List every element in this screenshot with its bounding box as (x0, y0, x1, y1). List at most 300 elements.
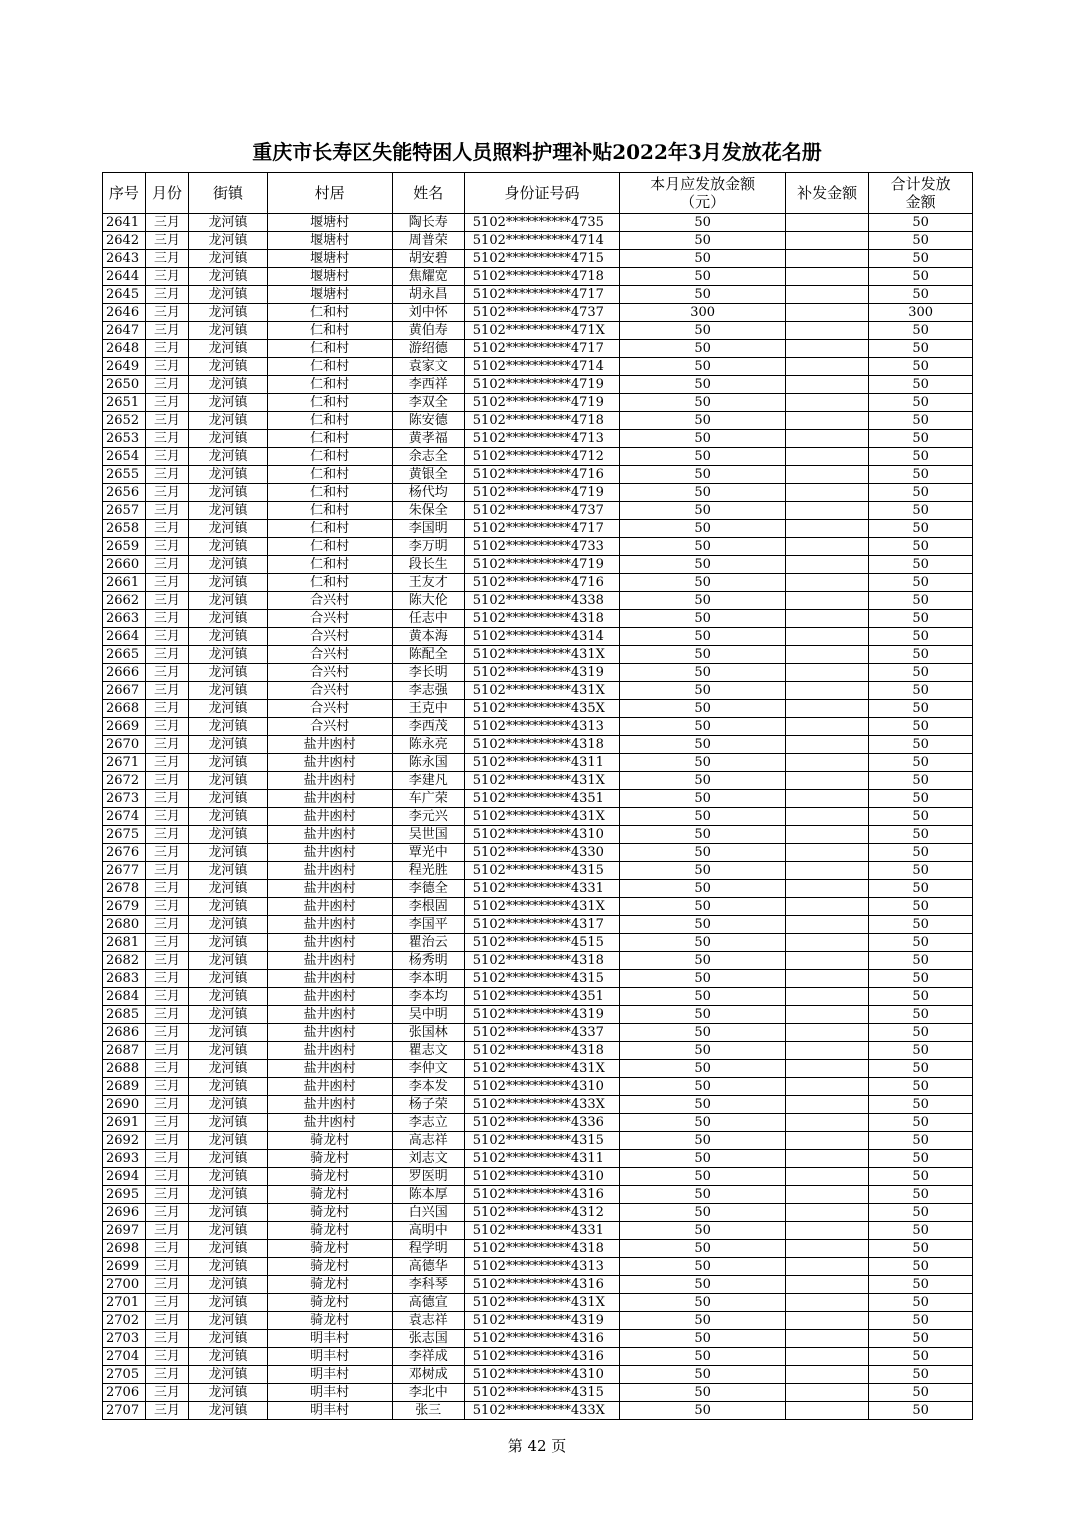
cell-total-amount: 50 (869, 1348, 973, 1366)
cell-back-pay (785, 1096, 868, 1114)
cell-monthly-amount: 50 (620, 826, 786, 844)
cell-village: 堰塘村 (267, 286, 392, 304)
cell-back-pay (785, 970, 868, 988)
cell-seq: 2705 (103, 1366, 146, 1384)
table-row (103, 790, 973, 808)
cell-total-amount: 50 (869, 1258, 973, 1276)
cell-back-pay (785, 646, 868, 664)
cell-village: 骑龙村 (267, 1258, 392, 1276)
cell-village: 骑龙村 (267, 1168, 392, 1186)
table-row (103, 250, 973, 268)
cell-name: 李西祥 (392, 376, 464, 394)
cell-total-amount: 50 (869, 466, 973, 484)
header-monthly-amount-line1: 本月应发放金额 (650, 175, 756, 193)
cell-month: 三月 (145, 1006, 189, 1024)
cell-month: 三月 (145, 574, 189, 592)
cell-name: 游绍德 (392, 340, 464, 358)
cell-month: 三月 (145, 1330, 189, 1348)
cell-total-amount: 300 (869, 304, 973, 322)
cell-total-amount: 50 (869, 988, 973, 1006)
cell-town: 龙河镇 (189, 538, 267, 556)
cell-month: 三月 (145, 628, 189, 646)
cell-back-pay (785, 700, 868, 718)
cell-name: 陈配全 (392, 646, 464, 664)
cell-monthly-amount: 50 (620, 646, 786, 664)
cell-back-pay (785, 430, 868, 448)
cell-seq: 2666 (103, 664, 146, 682)
cell-name: 李科琴 (392, 1276, 464, 1294)
table-row (103, 700, 973, 718)
cell-village: 明丰村 (267, 1402, 392, 1420)
cell-month: 三月 (145, 1402, 189, 1420)
cell-town: 龙河镇 (189, 232, 267, 250)
cell-town: 龙河镇 (189, 322, 267, 340)
cell-back-pay (785, 898, 868, 916)
cell-village: 盐井凼村 (267, 826, 392, 844)
cell-total-amount: 50 (869, 682, 973, 700)
cell-village: 盐井凼村 (267, 772, 392, 790)
cell-month: 三月 (145, 1366, 189, 1384)
cell-back-pay (785, 790, 868, 808)
cell-seq: 2671 (103, 754, 146, 772)
cell-town: 龙河镇 (189, 772, 267, 790)
cell-total-amount: 50 (869, 610, 973, 628)
cell-village: 合兴村 (267, 592, 392, 610)
cell-back-pay (785, 214, 868, 232)
cell-monthly-amount: 50 (620, 358, 786, 376)
cell-monthly-amount: 50 (620, 484, 786, 502)
cell-name: 陈本厚 (392, 1186, 464, 1204)
cell-id-number: 5102**********4331 (464, 1222, 620, 1240)
cell-name: 王友才 (392, 574, 464, 592)
cell-month: 三月 (145, 322, 189, 340)
cell-back-pay (785, 772, 868, 790)
cell-name: 余志全 (392, 448, 464, 466)
cell-back-pay (785, 1186, 868, 1204)
cell-seq: 2695 (103, 1186, 146, 1204)
cell-total-amount: 50 (869, 628, 973, 646)
cell-seq: 2693 (103, 1150, 146, 1168)
cell-town: 龙河镇 (189, 628, 267, 646)
cell-town: 龙河镇 (189, 1240, 267, 1258)
cell-monthly-amount: 50 (620, 1384, 786, 1402)
cell-seq: 2641 (103, 214, 146, 232)
cell-back-pay (785, 394, 868, 412)
cell-village: 盐井凼村 (267, 898, 392, 916)
cell-name: 黄银全 (392, 466, 464, 484)
cell-seq: 2673 (103, 790, 146, 808)
cell-month: 三月 (145, 484, 189, 502)
cell-seq: 2690 (103, 1096, 146, 1114)
cell-monthly-amount: 50 (620, 1096, 786, 1114)
cell-back-pay (785, 1276, 868, 1294)
cell-village: 仁和村 (267, 556, 392, 574)
table-row (103, 1204, 973, 1222)
cell-monthly-amount: 50 (620, 430, 786, 448)
cell-back-pay (785, 1060, 868, 1078)
cell-monthly-amount: 50 (620, 916, 786, 934)
cell-seq: 2703 (103, 1330, 146, 1348)
cell-id-number: 5102**********4314 (464, 628, 620, 646)
cell-month: 三月 (145, 358, 189, 376)
cell-monthly-amount: 50 (620, 1114, 786, 1132)
table-row (103, 358, 973, 376)
cell-id-number: 5102**********4313 (464, 1258, 620, 1276)
cell-monthly-amount: 50 (620, 1168, 786, 1186)
cell-id-number: 5102**********4315 (464, 862, 620, 880)
header-month: 月份 (145, 173, 189, 214)
cell-seq: 2701 (103, 1294, 146, 1312)
cell-back-pay (785, 358, 868, 376)
cell-month: 三月 (145, 1348, 189, 1366)
cell-id-number: 5102**********4719 (464, 556, 620, 574)
table-row (103, 1384, 973, 1402)
cell-village: 合兴村 (267, 682, 392, 700)
cell-back-pay (785, 808, 868, 826)
cell-seq: 2653 (103, 430, 146, 448)
cell-seq: 2686 (103, 1024, 146, 1042)
table-row (103, 1006, 973, 1024)
table-row (103, 1240, 973, 1258)
cell-total-amount: 50 (869, 664, 973, 682)
header-seq: 序号 (103, 173, 146, 214)
cell-total-amount: 50 (869, 1132, 973, 1150)
cell-id-number: 5102**********4315 (464, 1384, 620, 1402)
cell-total-amount: 50 (869, 1186, 973, 1204)
cell-monthly-amount: 50 (620, 862, 786, 880)
cell-monthly-amount: 50 (620, 736, 786, 754)
cell-id-number: 5102**********4310 (464, 1168, 620, 1186)
cell-seq: 2678 (103, 880, 146, 898)
cell-monthly-amount: 50 (620, 250, 786, 268)
cell-month: 三月 (145, 718, 189, 736)
cell-back-pay (785, 1204, 868, 1222)
cell-seq: 2675 (103, 826, 146, 844)
cell-seq: 2654 (103, 448, 146, 466)
document-title: 重庆市长寿区失能特困人员照料护理补贴2022年3月发放花名册 (252, 140, 822, 164)
cell-seq: 2704 (103, 1348, 146, 1366)
cell-id-number: 5102**********431X (464, 772, 620, 790)
cell-id-number: 5102**********433X (464, 1402, 620, 1420)
cell-town: 龙河镇 (189, 646, 267, 664)
cell-total-amount: 50 (869, 646, 973, 664)
cell-monthly-amount: 50 (620, 880, 786, 898)
cell-seq: 2685 (103, 1006, 146, 1024)
cell-monthly-amount: 50 (620, 520, 786, 538)
cell-village: 堰塘村 (267, 250, 392, 268)
cell-town: 龙河镇 (189, 1294, 267, 1312)
cell-month: 三月 (145, 754, 189, 772)
cell-total-amount: 50 (869, 754, 973, 772)
cell-village: 仁和村 (267, 520, 392, 538)
cell-name: 刘志文 (392, 1150, 464, 1168)
cell-total-amount: 50 (869, 340, 973, 358)
cell-total-amount: 50 (869, 1078, 973, 1096)
cell-monthly-amount: 50 (620, 610, 786, 628)
cell-village: 仁和村 (267, 304, 392, 322)
cell-total-amount: 50 (869, 574, 973, 592)
cell-total-amount: 50 (869, 934, 973, 952)
cell-month: 三月 (145, 772, 189, 790)
cell-total-amount: 50 (869, 412, 973, 430)
cell-town: 龙河镇 (189, 1150, 267, 1168)
cell-month: 三月 (145, 646, 189, 664)
cell-month: 三月 (145, 340, 189, 358)
cell-name: 程学明 (392, 1240, 464, 1258)
header-village: 村居 (267, 173, 392, 214)
cell-village: 仁和村 (267, 376, 392, 394)
table-row (103, 394, 973, 412)
cell-monthly-amount: 50 (620, 214, 786, 232)
cell-id-number: 5102**********4719 (464, 484, 620, 502)
cell-back-pay (785, 664, 868, 682)
cell-monthly-amount: 50 (620, 466, 786, 484)
cell-total-amount: 50 (869, 844, 973, 862)
cell-monthly-amount: 50 (620, 1312, 786, 1330)
cell-seq: 2656 (103, 484, 146, 502)
cell-seq: 2648 (103, 340, 146, 358)
cell-id-number: 5102**********4331 (464, 880, 620, 898)
cell-back-pay (785, 448, 868, 466)
cell-id-number: 5102**********471X (464, 322, 620, 340)
cell-back-pay (785, 1222, 868, 1240)
cell-month: 三月 (145, 1078, 189, 1096)
cell-month: 三月 (145, 466, 189, 484)
cell-name: 李志强 (392, 682, 464, 700)
cell-back-pay (785, 1294, 868, 1312)
cell-back-pay (785, 1132, 868, 1150)
cell-total-amount: 50 (869, 520, 973, 538)
cell-monthly-amount: 50 (620, 574, 786, 592)
cell-back-pay (785, 952, 868, 970)
table-row (103, 1312, 973, 1330)
cell-town: 龙河镇 (189, 376, 267, 394)
cell-total-amount: 50 (869, 1240, 973, 1258)
cell-seq: 2692 (103, 1132, 146, 1150)
cell-name: 邓树成 (392, 1366, 464, 1384)
cell-month: 三月 (145, 1258, 189, 1276)
cell-name: 陈永国 (392, 754, 464, 772)
table-row (103, 538, 973, 556)
cell-village: 盐井凼村 (267, 1006, 392, 1024)
cell-total-amount: 50 (869, 952, 973, 970)
header-total-amount-line1: 合计发放 (890, 175, 951, 193)
cell-town: 龙河镇 (189, 340, 267, 358)
cell-name: 程光胜 (392, 862, 464, 880)
cell-name: 周普荣 (392, 232, 464, 250)
cell-back-pay (785, 1402, 868, 1420)
cell-id-number: 5102**********4719 (464, 376, 620, 394)
cell-back-pay (785, 1168, 868, 1186)
cell-id-number: 5102**********431X (464, 682, 620, 700)
cell-village: 盐井凼村 (267, 1042, 392, 1060)
cell-monthly-amount: 50 (620, 1060, 786, 1078)
cell-town: 龙河镇 (189, 1222, 267, 1240)
table-row (103, 304, 973, 322)
cell-seq: 2651 (103, 394, 146, 412)
cell-town: 龙河镇 (189, 988, 267, 1006)
cell-village: 仁和村 (267, 322, 392, 340)
cell-town: 龙河镇 (189, 610, 267, 628)
cell-monthly-amount: 50 (620, 340, 786, 358)
cell-seq: 2647 (103, 322, 146, 340)
cell-id-number: 5102**********4318 (464, 952, 620, 970)
cell-town: 龙河镇 (189, 286, 267, 304)
cell-back-pay (785, 862, 868, 880)
cell-village: 盐井凼村 (267, 844, 392, 862)
cell-id-number: 5102**********4737 (464, 502, 620, 520)
cell-seq: 2672 (103, 772, 146, 790)
cell-id-number: 5102**********431X (464, 898, 620, 916)
cell-town: 龙河镇 (189, 1186, 267, 1204)
cell-total-amount: 50 (869, 700, 973, 718)
cell-name: 杨代均 (392, 484, 464, 502)
cell-back-pay (785, 268, 868, 286)
cell-back-pay (785, 718, 868, 736)
cell-seq: 2677 (103, 862, 146, 880)
table-header-row (103, 173, 973, 214)
cell-seq: 2694 (103, 1168, 146, 1186)
cell-total-amount: 50 (869, 322, 973, 340)
cell-back-pay (785, 1348, 868, 1366)
cell-name: 朱保全 (392, 502, 464, 520)
cell-month: 三月 (145, 394, 189, 412)
cell-total-amount: 50 (869, 538, 973, 556)
cell-name: 吴世国 (392, 826, 464, 844)
cell-total-amount: 50 (869, 430, 973, 448)
cell-back-pay (785, 304, 868, 322)
cell-village: 盐井凼村 (267, 754, 392, 772)
cell-monthly-amount: 50 (620, 808, 786, 826)
cell-total-amount: 50 (869, 1006, 973, 1024)
table-row (103, 916, 973, 934)
cell-monthly-amount: 50 (620, 592, 786, 610)
cell-town: 龙河镇 (189, 664, 267, 682)
cell-town: 龙河镇 (189, 556, 267, 574)
cell-seq: 2698 (103, 1240, 146, 1258)
header-town: 街镇 (189, 173, 267, 214)
cell-month: 三月 (145, 952, 189, 970)
cell-name: 李祥成 (392, 1348, 464, 1366)
cell-total-amount: 50 (869, 1168, 973, 1186)
table-row (103, 268, 973, 286)
table-row (103, 1294, 973, 1312)
cell-back-pay (785, 412, 868, 430)
cell-total-amount: 50 (869, 1114, 973, 1132)
cell-id-number: 5102**********4310 (464, 826, 620, 844)
cell-back-pay (785, 286, 868, 304)
table-row (103, 826, 973, 844)
cell-monthly-amount: 50 (620, 664, 786, 682)
cell-name: 陈永亮 (392, 736, 464, 754)
cell-name: 白兴国 (392, 1204, 464, 1222)
cell-monthly-amount: 50 (620, 1186, 786, 1204)
cell-village: 盐井凼村 (267, 934, 392, 952)
cell-village: 仁和村 (267, 502, 392, 520)
cell-town: 龙河镇 (189, 1348, 267, 1366)
cell-town: 龙河镇 (189, 448, 267, 466)
table-row (103, 592, 973, 610)
cell-monthly-amount: 50 (620, 970, 786, 988)
cell-total-amount: 50 (869, 862, 973, 880)
cell-id-number: 5102**********4310 (464, 1366, 620, 1384)
cell-month: 三月 (145, 1060, 189, 1078)
cell-total-amount: 50 (869, 394, 973, 412)
cell-monthly-amount: 50 (620, 232, 786, 250)
cell-name: 李西茂 (392, 718, 464, 736)
cell-total-amount: 50 (869, 214, 973, 232)
cell-month: 三月 (145, 502, 189, 520)
cell-total-amount: 50 (869, 970, 973, 988)
cell-month: 三月 (145, 1096, 189, 1114)
cell-month: 三月 (145, 214, 189, 232)
cell-monthly-amount: 300 (620, 304, 786, 322)
cell-town: 龙河镇 (189, 484, 267, 502)
cell-name: 李根固 (392, 898, 464, 916)
cell-seq: 2681 (103, 934, 146, 952)
table-row (103, 610, 973, 628)
cell-total-amount: 50 (869, 1366, 973, 1384)
cell-town: 龙河镇 (189, 790, 267, 808)
cell-village: 盐井凼村 (267, 1096, 392, 1114)
cell-back-pay (785, 988, 868, 1006)
cell-monthly-amount: 50 (620, 1330, 786, 1348)
cell-id-number: 5102**********4319 (464, 664, 620, 682)
table-row (103, 1348, 973, 1366)
cell-name: 李北中 (392, 1384, 464, 1402)
cell-town: 龙河镇 (189, 700, 267, 718)
cell-village: 合兴村 (267, 700, 392, 718)
cell-back-pay (785, 340, 868, 358)
cell-id-number: 5102**********4717 (464, 286, 620, 304)
cell-total-amount: 50 (869, 826, 973, 844)
cell-month: 三月 (145, 232, 189, 250)
header-id-number: 身份证号码 (464, 173, 620, 214)
cell-monthly-amount: 50 (620, 1132, 786, 1150)
cell-seq: 2661 (103, 574, 146, 592)
cell-total-amount: 50 (869, 448, 973, 466)
cell-back-pay (785, 610, 868, 628)
cell-id-number: 5102**********4713 (464, 430, 620, 448)
cell-month: 三月 (145, 1312, 189, 1330)
cell-seq: 2642 (103, 232, 146, 250)
cell-village: 骑龙村 (267, 1204, 392, 1222)
cell-village: 盐井凼村 (267, 736, 392, 754)
cell-month: 三月 (145, 448, 189, 466)
cell-monthly-amount: 50 (620, 448, 786, 466)
cell-id-number: 5102**********4712 (464, 448, 620, 466)
cell-town: 龙河镇 (189, 862, 267, 880)
cell-id-number: 5102**********4737 (464, 304, 620, 322)
cell-monthly-amount: 50 (620, 1294, 786, 1312)
cell-total-amount: 50 (869, 268, 973, 286)
cell-id-number: 5102**********4336 (464, 1114, 620, 1132)
cell-town: 龙河镇 (189, 412, 267, 430)
cell-name: 李万明 (392, 538, 464, 556)
cell-month: 三月 (145, 736, 189, 754)
table-row (103, 322, 973, 340)
cell-id-number: 5102**********4318 (464, 1240, 620, 1258)
cell-month: 三月 (145, 520, 189, 538)
cell-total-amount: 50 (869, 790, 973, 808)
cell-month: 三月 (145, 304, 189, 322)
cell-monthly-amount: 50 (620, 1204, 786, 1222)
cell-seq: 2700 (103, 1276, 146, 1294)
cell-back-pay (785, 754, 868, 772)
cell-id-number: 5102**********4315 (464, 1132, 620, 1150)
cell-monthly-amount: 50 (620, 502, 786, 520)
cell-town: 龙河镇 (189, 1060, 267, 1078)
